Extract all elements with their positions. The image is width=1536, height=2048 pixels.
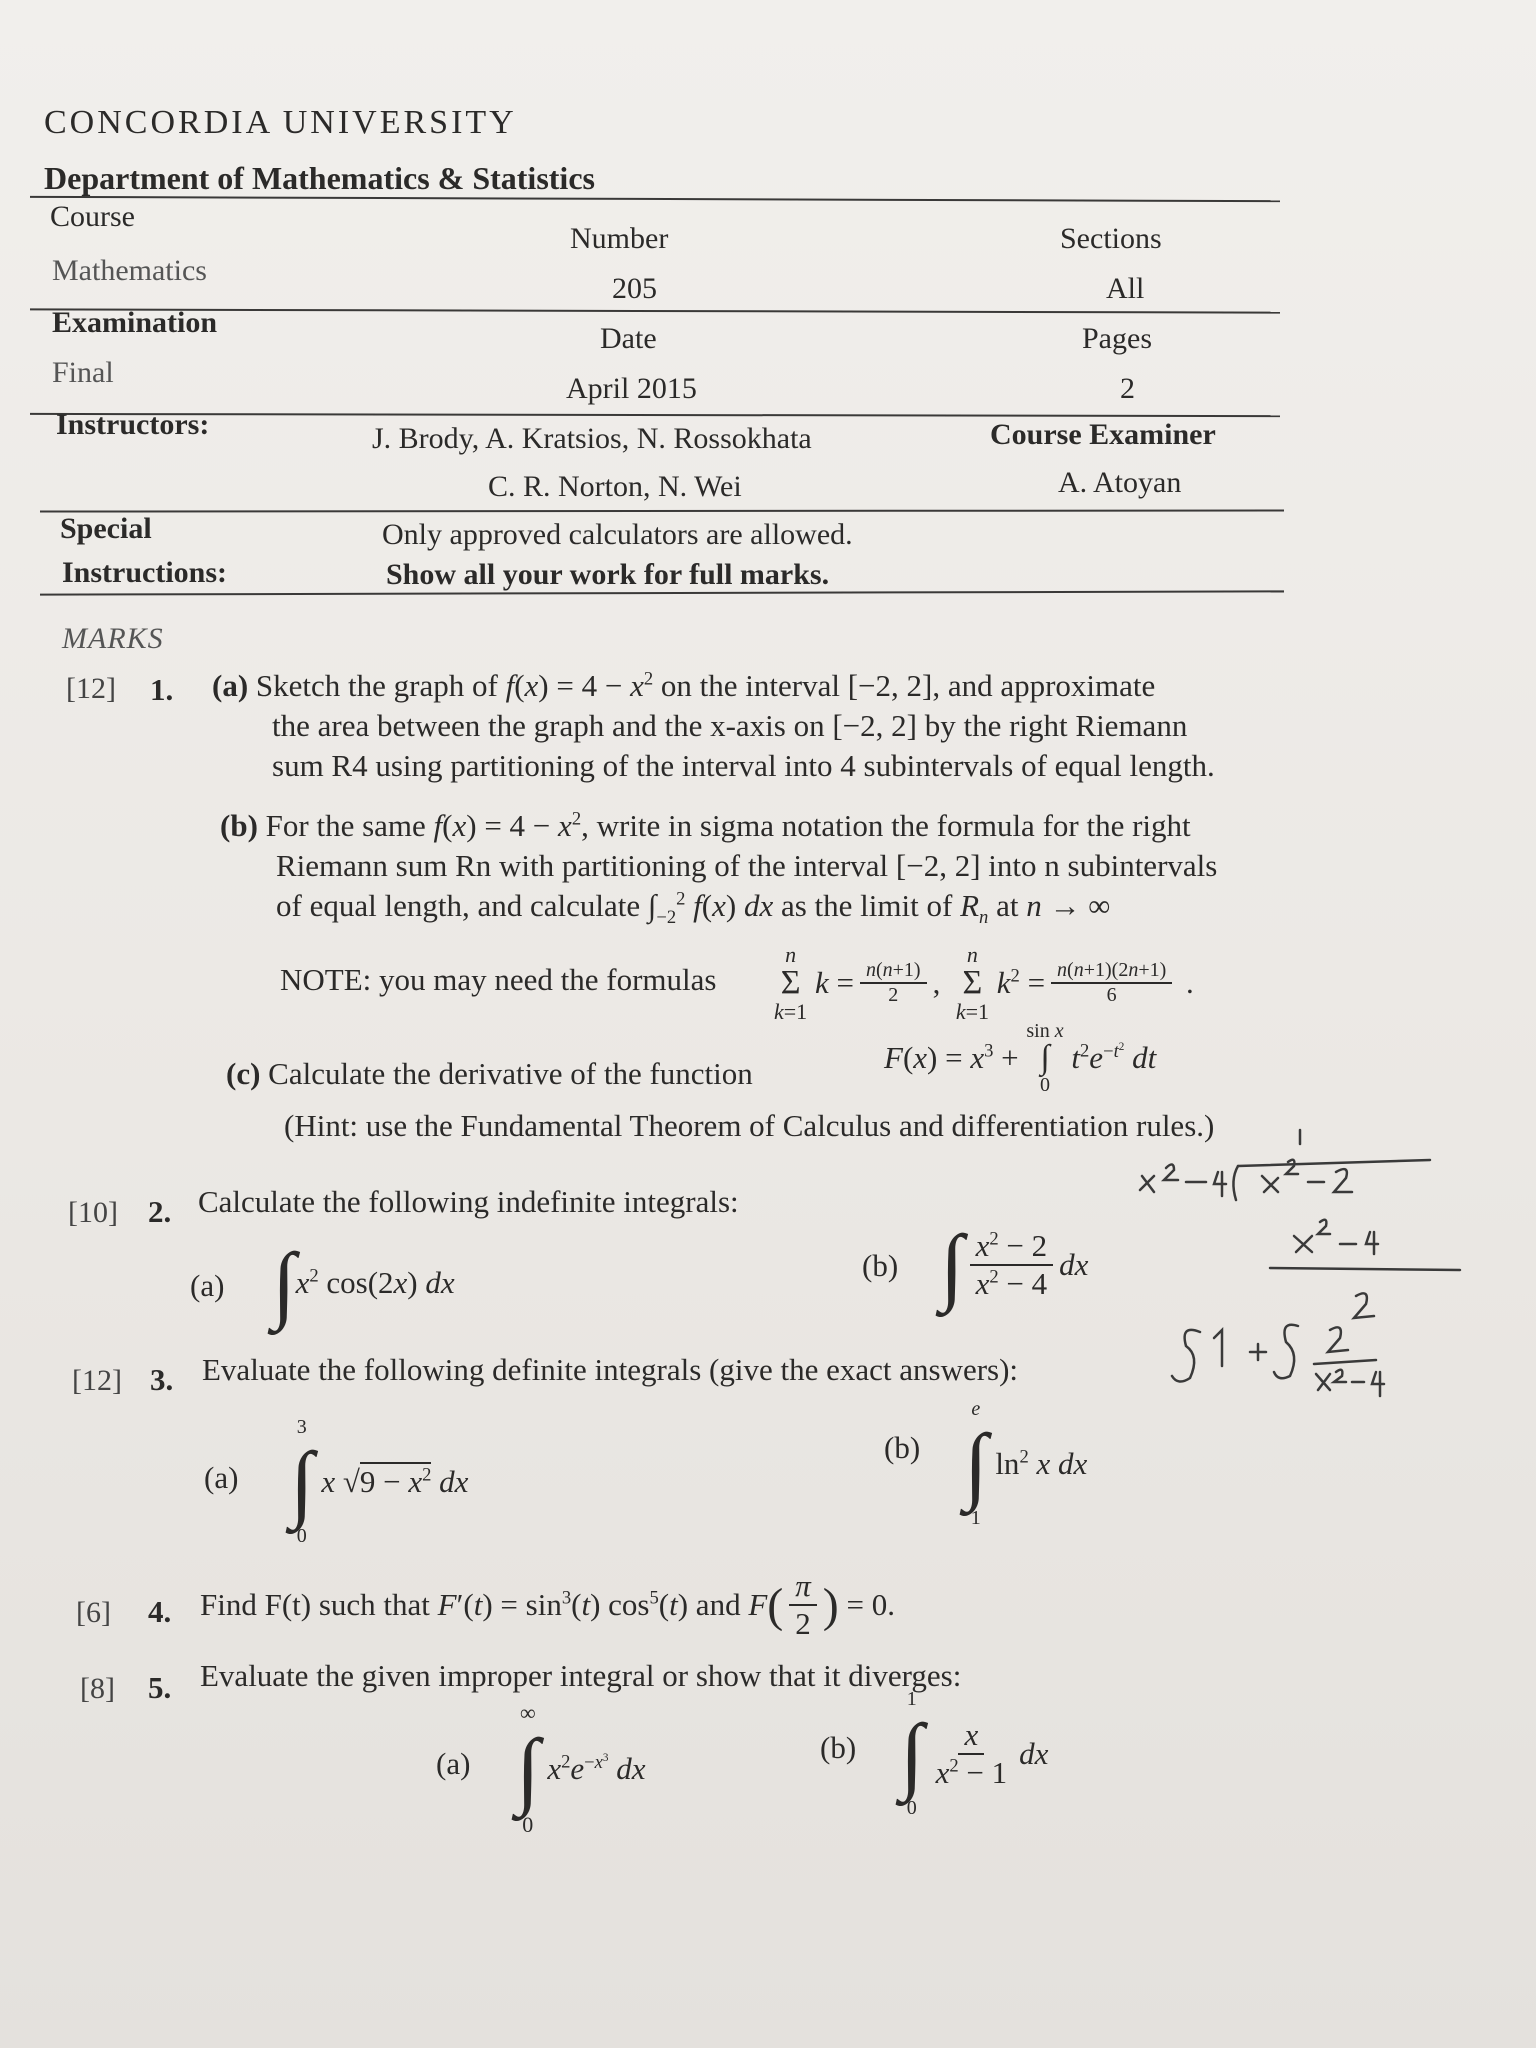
q2-number: 2. bbox=[148, 1194, 172, 1229]
q1c-line1 bbox=[226, 1056, 753, 1092]
q2-marks: [10] bbox=[68, 1196, 118, 1229]
q4-line: Find F(t) such that $F'(t) = \sin^3(t)$ $\cos^5(t)$ and F ( $\frac{\pi}{2}$ ) = 0. bbox=[200, 1568, 895, 1641]
examiner-value: A. Atoyan bbox=[1058, 466, 1182, 499]
q1c-function: $F(x) = x^3$ + sin x ∫ 0 $t^2e^{-t^2}$ dt bbox=[884, 1020, 1157, 1096]
number-value: 205 bbox=[612, 272, 657, 305]
exam-label: Examination bbox=[52, 306, 218, 339]
q1a-line3: sum R4 using partitioning of the interval into 4 subintervals of equal length. bbox=[272, 748, 1215, 783]
date-label: Date bbox=[600, 322, 657, 355]
q1b-line2: Riemann sum Rn with partitioning of the interval [−2, 2] into n subintervals bbox=[276, 848, 1218, 883]
q3-marks: [12] bbox=[72, 1364, 122, 1397]
date-value: April 2015 bbox=[566, 372, 697, 405]
q3b-integral: e ∫ 1 $\ln^2 x$ dx bbox=[964, 1398, 1088, 1529]
special-line1: Only approved calculators are allowed. bbox=[382, 518, 853, 551]
pages-label: Pages bbox=[1082, 322, 1152, 355]
q2b-label: (b) bbox=[862, 1248, 899, 1283]
sum-symbol: n Σ k=1 bbox=[774, 942, 808, 1024]
q1-hint: (Hint: use the Fundamental Theorem of Calculus and differentiation rules.) bbox=[284, 1108, 1215, 1143]
divider bbox=[40, 590, 1284, 595]
course-value: Mathematics bbox=[52, 254, 207, 287]
q3a-label: (a) bbox=[204, 1460, 239, 1495]
pages-value: 2 bbox=[1120, 372, 1135, 405]
exam-value: Final bbox=[52, 356, 114, 389]
q1-note: NOTE: you may need the formulas bbox=[280, 962, 717, 997]
special-line2: Show all your work for full marks. bbox=[386, 558, 830, 591]
number-label: Number bbox=[570, 222, 669, 255]
instructors-label: Instructors: bbox=[56, 408, 210, 441]
divider bbox=[30, 196, 1280, 202]
q5-text: Evaluate the given improper integral or show that it diverges: bbox=[200, 1658, 962, 1693]
q2a-integral: ∫ $x^2$ cos(2x) dx bbox=[272, 1235, 455, 1331]
q5-number: 5. bbox=[148, 1670, 172, 1705]
q3b-label: (b) bbox=[884, 1430, 921, 1465]
q1c-label: (c) bbox=[226, 1056, 261, 1091]
sum-symbol: n Σ k=1 bbox=[955, 942, 989, 1024]
q1b-label: (b) bbox=[220, 808, 258, 843]
handwritten-scratch-work bbox=[1130, 1120, 1480, 1420]
q1-number: 1. bbox=[150, 672, 174, 707]
q4-text: Find F(t) such that bbox=[200, 1587, 430, 1622]
department-name: Department of Mathematics & Statistics bbox=[44, 160, 595, 196]
q5-marks: [8] bbox=[80, 1672, 115, 1705]
divider bbox=[40, 509, 1284, 512]
q1-marks: [12] bbox=[66, 672, 116, 705]
q2-text: Calculate the following indefinite integrals: bbox=[198, 1184, 739, 1219]
formula-fraction: $\frac{n(n+1)(2n+1)}{6}$ bbox=[1051, 959, 1172, 1007]
instructors-line1: J. Brody, A. Kratsios, N. Rossokhata bbox=[372, 422, 812, 455]
q5b-label: (b) bbox=[820, 1730, 857, 1765]
q3-number: 3. bbox=[150, 1362, 174, 1397]
q4-marks: [6] bbox=[76, 1596, 111, 1629]
q1c-text: Calculate the derivative of the function bbox=[268, 1056, 753, 1091]
examiner-label: Course Examiner bbox=[990, 418, 1216, 451]
q2b-integral: ∫ $\frac{x^2 - 2}{x^2 - 4}$ dx bbox=[940, 1217, 1089, 1313]
q2a-label: (a) bbox=[190, 1268, 225, 1303]
marks-heading: MARKS bbox=[62, 622, 164, 655]
q5a-label: (a) bbox=[436, 1746, 471, 1781]
q1b-line1: (b) For the same $f(x) = 4 - x^2$, write in sigma notation the formula for the right bbox=[220, 808, 1191, 843]
q3-text: Evaluate the following definite integrals (give the exact answers): bbox=[202, 1352, 1019, 1387]
q1-formulas: n Σ k=1 k = $\frac{n(n+1)}{2}$ , n Σ k=1 $k^2$ = $\frac{n(n+1)(2n+1)}{6}$ . bbox=[774, 942, 1194, 1024]
q3a-integral: 3 ∫ 0 x $√9 - x^2$ dx bbox=[290, 1416, 469, 1547]
q1a-line2: the area between the graph and the x-axis on [−2, 2] by the right Riemann bbox=[272, 708, 1188, 743]
special-label-1: Special bbox=[60, 512, 152, 545]
special-label-2: Instructions: bbox=[62, 556, 228, 589]
divider bbox=[30, 413, 1280, 417]
q1b-line3: of equal length, and calculate $\int_{-2}^2$ f(x) dx as the limit of $R_n$ at n → ∞ bbox=[276, 888, 1111, 929]
formula-fraction: $\frac{n(n+1)}{2}$ bbox=[860, 959, 927, 1007]
course-label: Course bbox=[50, 200, 135, 233]
instructors-line2: C. R. Norton, N. Wei bbox=[488, 470, 742, 503]
divider bbox=[30, 308, 1280, 313]
university-name: CONCORDIA UNIVERSITY bbox=[44, 104, 517, 141]
q5b-integral: 1 ∫ 0 $\frac{x}{x^2 - 1}$ dx bbox=[900, 1688, 1049, 1819]
q1a-line1: (a) Sketch the graph of $f(x) = 4 - x^2$ on the interval [−2, 2], and approximate bbox=[212, 668, 1156, 703]
sections-value: All bbox=[1106, 272, 1145, 305]
sections-label: Sections bbox=[1060, 222, 1162, 255]
q5a-integral: ∞ ∫ 0 $x^2e^{-x^3}$ dx bbox=[516, 1700, 646, 1837]
q1a-label: (a) bbox=[212, 668, 249, 703]
q4-number: 4. bbox=[148, 1594, 172, 1629]
integral-sign: sin x ∫ 0 bbox=[1026, 1020, 1064, 1096]
